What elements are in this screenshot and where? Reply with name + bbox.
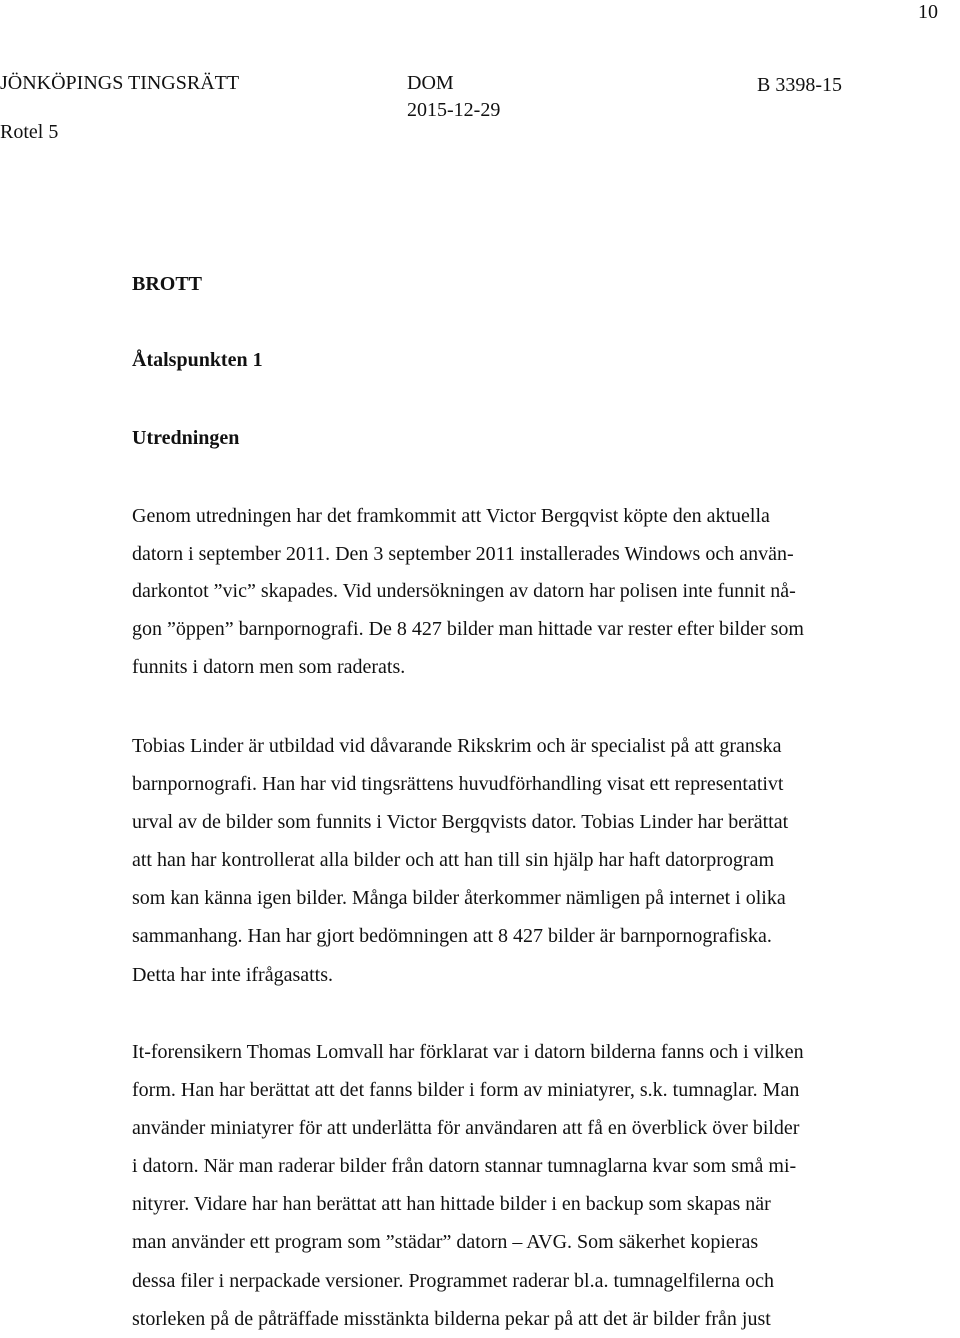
paragraph-line: darkontot ”vic” skapades. Vid undersökningen av datorn har polisen inte funnit nå- <box>132 580 796 603</box>
paragraph-2 <box>132 727 892 994</box>
paragraph-line: som kan känna igen bilder. Många bilder återkommer nämligen på internet i olika <box>132 887 786 910</box>
count-heading: Åtalspunkten 1 <box>132 349 263 371</box>
case-number: B 3398-15 <box>757 74 842 96</box>
paragraph-line: Detta har inte ifrågasatts. <box>132 963 334 986</box>
paragraph-line: att han har kontrollerat alla bilder och att han till sin hjälp har haft datorprogram <box>132 849 775 872</box>
subsection-heading: Utredningen <box>132 427 240 449</box>
court-name: JÖNKÖPINGS TINGSRÄTT <box>0 72 240 94</box>
paragraph-1 <box>132 498 892 687</box>
paragraph-line: gon ”öppen” barnpornografi. De 8 427 bilder man hittade var rester efter bilder som <box>132 618 804 641</box>
document-type: DOM <box>407 72 454 94</box>
paragraph-line: form. Han har berättat att det fanns bilder i form av miniatyrer, s.k. tumnaglar. Man <box>132 1079 800 1102</box>
paragraph-line: man använder ett program som ”städar” datorn – AVG. Som säkerhet kopieras <box>132 1231 759 1254</box>
paragraph-line: Tobias Linder är utbildad vid dåvarande Rikskrim och är specialist på att granska <box>132 735 782 757</box>
paragraph-line: Genom utredningen har det framkommit att Victor Bergqvist köpte den aktuella <box>132 505 770 527</box>
paragraph-line: sammanhang. Han har gjort bedömningen att 8 427 bilder är barnpornografiska. <box>132 925 772 948</box>
paragraph-line: storleken på de påträffade misstänkta bilderna pekar på att det är bilder från just <box>132 1307 771 1330</box>
paragraph-line: i datorn. När man raderar bilder från datorn stannar tumnaglarna kvar som små mi- <box>132 1155 797 1178</box>
section-heading: BROTT <box>132 273 203 295</box>
paragraph-line: funnits i datorn men som raderats. <box>132 655 406 678</box>
page-number: 10 <box>918 1 938 23</box>
document-date: 2015-12-29 <box>407 99 501 121</box>
paragraph-line: nityrer. Vidare har han berättat att han hittade bilder i en backup som skapas när <box>132 1193 771 1216</box>
paragraph-3 <box>132 1033 892 1338</box>
paragraph-line: urval av de bilder som funnits i Victor Bergqvists dator. Tobias Linder har berättat <box>132 811 789 834</box>
paragraph-line: använder miniatyrer för att underlätta för användaren att få en överblick över bilder <box>132 1117 800 1140</box>
paragraph-line: datorn i september 2011. Den 3 september 2011 installerades Windows och använ- <box>132 542 794 565</box>
paragraph-line: barnpornografi. Han har vid tingsrättens huvudförhandling visat ett representativt <box>132 773 784 796</box>
court-division: Rotel 5 <box>0 121 59 143</box>
paragraph-line: dessa filer i nerpackade versioner. Programmet raderar bl.a. tumnagelfilerna och <box>132 1269 774 1292</box>
paragraph-line: It-forensikern Thomas Lomvall har förklarat var i datorn bilderna fanns och i vilken <box>132 1041 804 1063</box>
